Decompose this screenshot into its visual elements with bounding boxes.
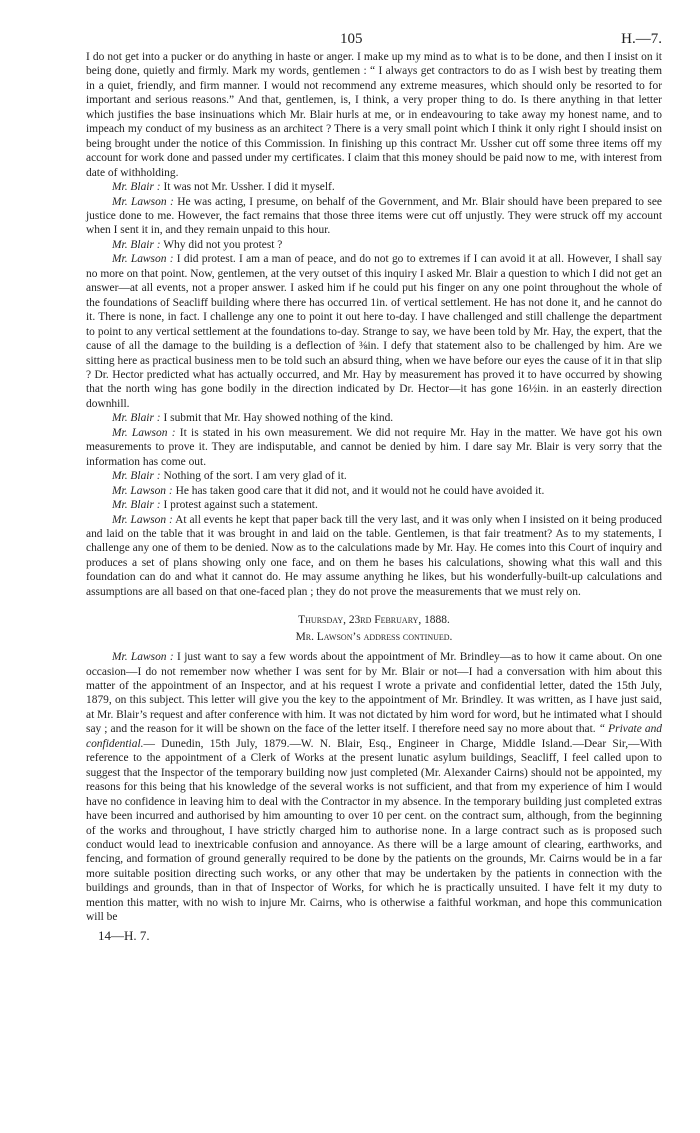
document-reference: H.—7.: [621, 31, 662, 47]
paragraph: [86, 426, 662, 469]
running-head: [86, 30, 662, 48]
paragraph-text: It is stated in his own measurement. We did not require Mr. Hay in the matter. We have got his own measurements to prove it. They are indisputable, and cannot be denied by him. I dare say Mr. Blair is very sorry that the information has come out.: [86, 426, 662, 468]
paragraph: [86, 513, 662, 600]
speaker-label: Mr. Blair :: [112, 499, 161, 512]
paragraph-text: I submit that Mr. Hay showed nothing of the kind.: [163, 412, 394, 425]
paragraph: [86, 498, 662, 512]
paragraph: [86, 469, 662, 483]
paragraph-text: I protest against such a statement.: [163, 499, 318, 512]
paragraph: [86, 484, 662, 498]
paragraph: [86, 195, 662, 238]
speaker-label: Mr. Blair :: [112, 470, 161, 483]
speaker-label: Mr. Lawson :: [112, 195, 174, 208]
paragraph-text: At all events he kept that paper back till the very last, and it was only when I insisted on it being produced and laid on the table that it was brought in and laid on the table. Gentlemen, is that fair treatment? As to my statements, I challenge any one of them to be denied. Now as to the calculations made by Mr. Hay. He comes into this Court of inquiry and produces a set of plans showing only one face, and on them he bases his calculations, showing what this wall and this foundation can do and what it cannot do. He may assume anything he likes, but his wonderfully-built-up calculations and assumptions are all based on that one-faced plan ; they do not prove the measurements that we must rely on.: [86, 513, 662, 598]
paragraph: [86, 180, 662, 194]
paragraph: [86, 252, 662, 411]
paragraph-text: He has taken good care that it did not, and it would not he could have avoided it.: [175, 484, 545, 497]
date-heading: Thursday, 23rd February, 1888.: [298, 614, 450, 627]
body-text: [86, 50, 662, 599]
paragraph-text: I did protest. I am a man of peace, and do not go to extremes if I can avoid it at all. However, I shall say no more on that point. Now, gentlemen, at the very outset of this inquiry I asked Mr. Blair a question to which I did not get an answer—at all events, not a proper answer. I asked him if he could put his finger on any one point throughout the whole of the foundations of Seacliff building where there has occurred 1in. of vertical settlement. He has not done it, and he cannot do it. There is none, in fact. I challenge any one to point it out here to-day. I have challenged and still challenge the department to point to any vertical settlement at the foundations to-day. Strange to say, we have been told by Mr. Hay, the expert, that the cause of all the damage to the building is a deflection of ⅜in. I defy that statement also to be challenged by him. Are we sitting here as practical business men to be told such an absurd thing, when we have before our eyes the cause of it in that slip ? Dr. Hector predicted what has actually occurred, and Mr. Hay by measurement has proved it to have occurred by showing that the north wing has gone bodily in the direction indicated by Dr. Hector—it has gone 16½in. in an easterly direction downhill.: [86, 253, 663, 410]
paragraph: [86, 650, 662, 925]
paragraph: [86, 50, 662, 180]
speaker-label: Mr. Blair :: [112, 181, 161, 194]
paragraph: [86, 411, 662, 425]
paragraph-text: Nothing of the sort. I am very glad of it.: [163, 470, 347, 483]
page-number: 105: [340, 31, 363, 47]
letter-heading: “ Private and confidential.: [86, 723, 663, 750]
speaker-label: Mr. Lawson :: [112, 484, 173, 497]
signature-mark: 14—H. 7.: [98, 927, 150, 943]
paragraph-text: Why did not you protest ?: [163, 238, 283, 251]
speaker-label: Mr. Lawson :: [112, 253, 174, 266]
paragraph-text: It was not Mr. Ussher. I did it myself.: [163, 181, 335, 194]
paragraph-text: I do not get into a pucker or do anything in haste or anger. I make up my mind as to what is to be done, and then I insist on it being done, quietly and firmly. Mark my words, gentlemen : “ I always get contractors to do as I wish best by treating them in a quiet, friendly, and firm manner. I would not recommend any extreme measures, which should only be resorted to for important and serious reasons.” And that, gentlemen, is, I think, a very proper thing to do. Is there anything in that letter which justifies the base insinuations which Mr. Blair hurls at me, or in endeavouring to take away my honest name, and to impeach my conduct of my business as an architect ? There is a very small point which I think it only right I should insist on being brought under the notice of this Commission. In finishing up this contract Mr. Ussher cut off some three items off my account for work done and passed under my certificates. I claim that this money should be paid now to me, with interest from date of withholding.: [86, 51, 662, 179]
paragraph-text: He was acting, I presume, on behalf of the Government, and Mr. Blair should have been prepared to see justice done to me. However, the fact remains that those three items were cut off unjustly. They were struck off my account when I sent it in, and they remain unpaid to this hour.: [86, 195, 663, 237]
speaker-label: Mr. Blair :: [112, 412, 161, 425]
letter-text: — Dunedin, 15th July, 1879.—W. N. Blair, Esq., Engineer in Charge, Middle Island.—Dear Sir,—With reference to the appointment of a Clerk of Works at the present lunatic asylum buildings, Seacliff, I feel called upon to suggest that the Inspector of the temporary building now just completed (Mr. Alexander Cairns) should not be appointed, my reasons for this being that his knowledge of the several works is not sufficient, and that from my experience of him I would have no confidence in leaving him to deal with the Contractor in my absence. In the temporary building just completed extras have been incurred and authorised by him amounting to over 10 per cent. on the contract sum, although, from the beginning of the works and throughout, I have strictly charged him to authorise none. In a large contract such as is proposed such conduct would lead to inextricable confusion and annoyance. As there will be a large amount of clearing, earthworks, and fencing, and formation of ground generally required to be done by the patients on the grounds, Mr. Cairns would be in a far more suitable position directing such works, or any other that may be undertaken by the patients in connection with the buildings and grounds, than in that of Inspector of Works, for which he is practically unsuited. I have felt it my duty to mention this matter, with no wish to injure Mr. Cairns, who is otherwise a faithful workman, and hope this communication will be: [86, 737, 662, 924]
speaker-label: Mr. Lawson :: [112, 426, 176, 439]
speaker-label: Mr. Lawson :: [112, 651, 174, 664]
section-subheading: Mr. Lawson’s address continued.: [295, 630, 453, 643]
speaker-label: Mr. Lawson :: [112, 513, 173, 526]
paragraph-text: I just want to say a few words about the appointment of Mr. Brindley—as to how it came about. On one occasion—I do not remember now whether I was sent for by Mr. Blair or not—I had a conversation with him about this matter of the appointment of an Inspector, and at his request I wrote a private and confidential letter, dated the 15th July, 1879, on this subject. This letter will give you the key to the appointment of Mr. Brindley. It was written, as I have just said, at Mr. Blair’s request and after conference with him. It was not dictated by him word for word, but he intimated what I should say ; and the reason for it will be shown on the face of the letter itself. I therefore need say no more about that.: [86, 651, 662, 736]
speaker-label: Mr. Blair :: [112, 238, 161, 251]
paragraph: [86, 238, 662, 252]
